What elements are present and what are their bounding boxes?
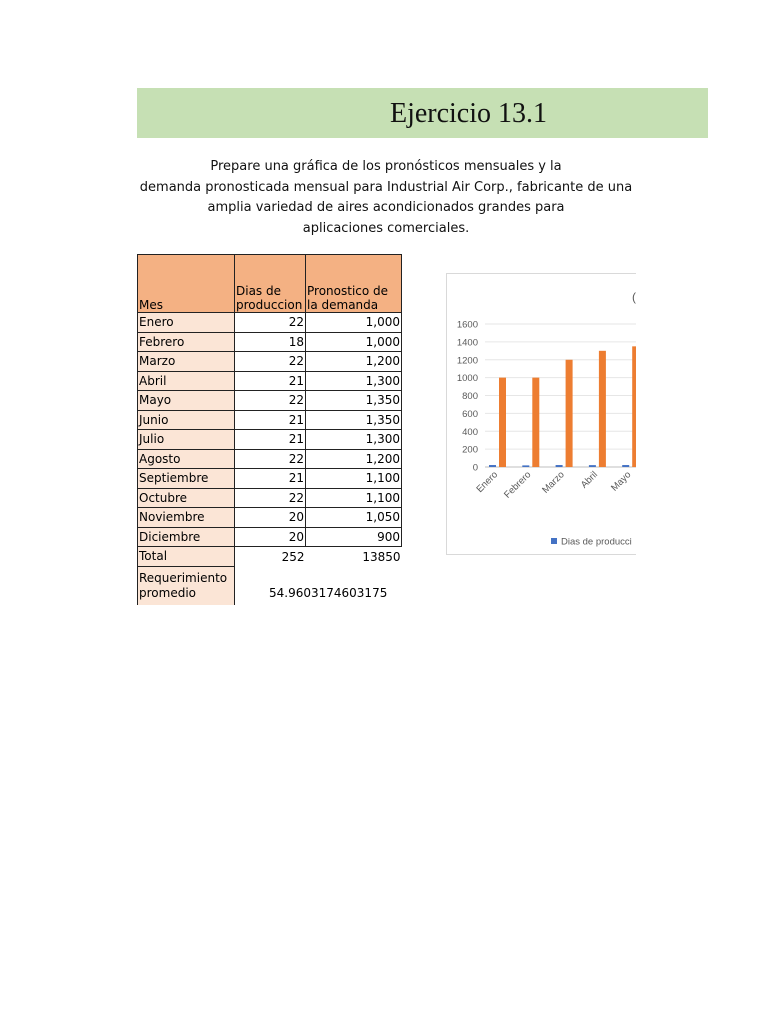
table-row xyxy=(138,508,402,528)
x-tick-label: Febrero xyxy=(502,469,534,501)
header-mes[interactable]: Mes xyxy=(138,255,235,313)
bar-pronostico-demanda xyxy=(599,351,606,467)
instructions-line: Prepare una gráfica de los pronósticos mensuales y la xyxy=(210,159,562,174)
table-row xyxy=(138,391,402,411)
table-row xyxy=(138,430,402,450)
cell-mes[interactable]: Diciembre xyxy=(138,527,235,547)
y-tick-label: 1200 xyxy=(456,355,478,367)
table-header-row xyxy=(138,255,402,313)
table-row xyxy=(138,352,402,372)
cell-mes[interactable]: Septiembre xyxy=(138,469,235,489)
x-tick-label: Marzo xyxy=(540,469,567,496)
cell-mes[interactable]: Octubre xyxy=(138,488,235,508)
bar-dias-produccion xyxy=(589,465,596,467)
cell-pronostico[interactable]: 1,000 xyxy=(306,332,402,352)
cell-pronostico[interactable]: 1,350 xyxy=(306,410,402,430)
cell-dias[interactable]: 22 xyxy=(235,313,306,333)
table-row xyxy=(138,449,402,469)
y-tick-label: 200 xyxy=(462,444,478,456)
header-pronostico-demanda[interactable]: Pronostico de la demanda xyxy=(306,255,402,313)
cell-pronostico[interactable]: 1,200 xyxy=(306,352,402,372)
table-row xyxy=(138,410,402,430)
chart-title: ( xyxy=(632,290,636,304)
cell-dias[interactable]: 21 xyxy=(235,469,306,489)
cell-dias[interactable]: 22 xyxy=(235,449,306,469)
legend-swatch xyxy=(551,538,557,544)
bar-pronostico-demanda xyxy=(532,378,539,467)
instructions-line: amplia variedad de aires acondicionados grandes para xyxy=(207,200,565,215)
y-tick-label: 600 xyxy=(462,408,478,420)
bar-pronostico-demanda xyxy=(632,346,636,467)
y-tick-label: 0 xyxy=(472,462,478,474)
forecast-table xyxy=(137,254,402,605)
cell-pronostico[interactable]: 1,200 xyxy=(306,449,402,469)
cell-dias[interactable]: 21 xyxy=(235,410,306,430)
title-banner xyxy=(137,88,708,138)
cell-mes[interactable]: Julio xyxy=(138,430,235,450)
instructions-line: aplicaciones comerciales. xyxy=(302,220,470,236)
bar-dias-produccion xyxy=(556,465,563,467)
bar-pronostico-demanda xyxy=(566,360,573,467)
header-dias-produccion[interactable]: Dias de produccion xyxy=(235,255,306,313)
total-label[interactable]: Total xyxy=(138,547,235,567)
x-tick-label: Mayo xyxy=(609,469,634,494)
requirement-label[interactable]: Requerimiento promedio xyxy=(138,566,235,605)
cell-pronostico[interactable]: 1,000 xyxy=(306,313,402,333)
cell-dias[interactable]: 22 xyxy=(235,352,306,372)
y-tick-label: 800 xyxy=(462,391,478,402)
cell-pronostico[interactable]: 1,350 xyxy=(306,391,402,411)
cell-mes[interactable]: Marzo xyxy=(138,352,235,372)
cell-mes[interactable]: Abril xyxy=(138,371,235,391)
y-tick-label: 400 xyxy=(462,426,478,438)
cell-pronostico[interactable]: 1,300 xyxy=(306,430,402,450)
cell-dias[interactable]: 21 xyxy=(235,371,306,391)
y-tick-label: 1000 xyxy=(456,373,478,385)
cell-mes[interactable]: Agosto xyxy=(138,449,235,469)
total-row xyxy=(138,547,402,567)
bar-chart xyxy=(447,274,636,554)
total-dias[interactable]: 252 xyxy=(235,547,306,567)
cell-pronostico[interactable]: 900 xyxy=(306,527,402,547)
table-row xyxy=(138,332,402,352)
cell-pronostico[interactable]: 1,100 xyxy=(306,488,402,508)
instructions-line: demanda pronosticada mensual para Industrial Air Corp., fabricante de una xyxy=(139,179,633,195)
cell-dias[interactable]: 22 xyxy=(235,488,306,508)
x-tick-label: Abril xyxy=(578,469,601,491)
chart-area[interactable] xyxy=(446,273,636,555)
y-tick-label: 1400 xyxy=(456,337,478,349)
cell-dias[interactable]: 21 xyxy=(235,430,306,450)
cell-mes[interactable]: Febrero xyxy=(138,332,235,352)
cell-mes[interactable]: Junio xyxy=(138,410,235,430)
table-row xyxy=(138,371,402,391)
bar-dias-produccion xyxy=(622,465,629,467)
bar-dias-produccion xyxy=(522,465,529,467)
bar-dias-produccion xyxy=(489,465,496,467)
legend-label: Dias de producci xyxy=(561,536,632,548)
cell-pronostico[interactable]: 1,050 xyxy=(306,508,402,528)
cell-dias[interactable]: 20 xyxy=(235,508,306,528)
table-row xyxy=(138,488,402,508)
cell-dias[interactable]: 18 xyxy=(235,332,306,352)
bar-pronostico-demanda xyxy=(499,378,506,467)
total-pronostico[interactable]: 13850 xyxy=(306,547,402,567)
cell-mes[interactable]: Enero xyxy=(138,313,235,333)
cell-dias[interactable]: 20 xyxy=(235,527,306,547)
x-tick-label: Enero xyxy=(474,469,501,496)
cell-mes[interactable]: Mayo xyxy=(138,391,235,411)
requirement-value[interactable]: 54.9603174603175 xyxy=(269,586,388,600)
page-title: Ejercicio 13.1 xyxy=(389,98,548,129)
cell-mes[interactable]: Noviembre xyxy=(138,508,235,528)
cell-dias[interactable]: 22 xyxy=(235,391,306,411)
instructions-text xyxy=(137,157,635,239)
table-row xyxy=(138,313,402,333)
y-tick-label: 1600 xyxy=(456,319,478,331)
table-row xyxy=(138,527,402,547)
cell-pronostico[interactable]: 1,100 xyxy=(306,469,402,489)
table-row xyxy=(138,469,402,489)
cell-pronostico[interactable]: 1,300 xyxy=(306,371,402,391)
